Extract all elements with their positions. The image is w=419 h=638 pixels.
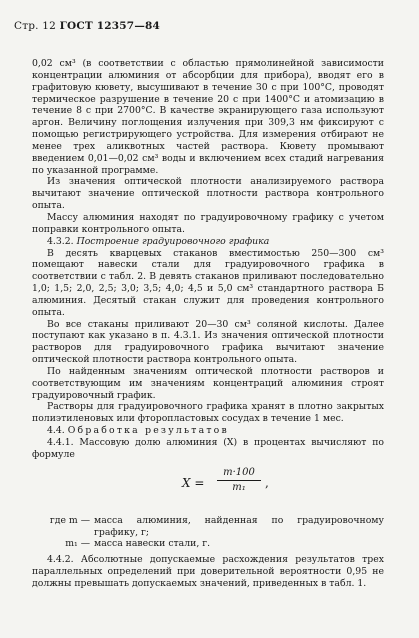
formula-comma: , bbox=[265, 475, 269, 490]
paragraph-tolerance: 4.4.2. Абсолютные допускаемые расхождения результатов трех параллельных определений при доверительной вероятности 0,95 не должны превышать допускаемых значений, приведенных в табл. 1. bbox=[32, 554, 384, 589]
formula-numerator: m·100 bbox=[217, 467, 261, 481]
section-title: Построение градуировочного графика bbox=[76, 235, 270, 247]
legend-row bbox=[32, 538, 384, 550]
section-title: Обработка результатов bbox=[67, 425, 229, 437]
paragraph-formula-intro: 4.4.1. Массовую долю алюминия (X) в процентах вычисляют по формуле bbox=[32, 437, 384, 460]
legend-desc: масса алюминия, найденная по градуировочному графику, г; bbox=[94, 514, 384, 538]
formula-legend bbox=[32, 515, 384, 551]
legend-symbol: где m — bbox=[49, 514, 90, 526]
paragraph-calibration-prep: В десять кварцевых стаканов вместимостью 250—300 см³ помещают навески стали для градуировочного графика в соответствии с табл. 2. В девять стаканов приливают последовательно 1,0; 1,5; 2,0, 2,5; 3,0; 3,5; 4,0; 4,5 и 5,0 см³ стандартного раствора Б алюминия. Десятый стакан служит для проведения контрольного опыта. bbox=[32, 247, 384, 318]
paragraph-find-mass: Массу алюминия находят по градуировочному графику с учетом поправки контрольного опыта. bbox=[32, 211, 384, 235]
paragraph-measurement: 0,02 см³ (в соответствии с областью прямолинейной зависимости концентрации алюминия от абсорбции для прибора), вводят его в графитовую кювету, высушивают в течение 30 с при 100°С, проводят термическое разрушение в течение 20 с при 1400°С и атомизацию в течение 8 с при 2700°С. В качестве экранирующего газа используют аргон. Величину поглощения излучения при 309,3 нм фиксируют с помощью регистрирующего устройства. Для измерения отбирают не менее трех аликвотных частей раствора. Кювету промывают введением 0,01—0,02 см³ воды и включением всех стадий нагревания по указанной программе. bbox=[32, 58, 384, 176]
legend-desc: масса навески стали, г. bbox=[94, 538, 211, 550]
page-header bbox=[14, 20, 160, 32]
legend-symbol: m₁ — bbox=[65, 538, 90, 550]
section-4-4-heading bbox=[32, 425, 384, 437]
paragraph-build-graph: По найденным значениям оптической плотности растворов и соответствующим им значениям концентраций алюминия строят градуировочный график. bbox=[32, 365, 384, 401]
formula-lhs: X = bbox=[182, 475, 205, 490]
aluminium-formula bbox=[32, 465, 384, 507]
formula-fraction bbox=[217, 467, 261, 494]
section-number: 4.3.2. bbox=[47, 235, 74, 247]
legend-row bbox=[32, 515, 384, 539]
formula-denominator: m₁ bbox=[232, 481, 246, 493]
section-number: 4.4. bbox=[47, 425, 65, 437]
section-4-3-2-heading bbox=[32, 236, 384, 248]
standard-code: ГОСТ 12357—84 bbox=[59, 20, 161, 32]
body-text bbox=[32, 58, 384, 590]
page-label: Стр. 12 bbox=[14, 20, 57, 32]
paragraph-storage: Растворы для градуировочного графика хранят в плотно закрытых полиэтиленовых или фторопластовых сосудах в течение 1 мес. bbox=[32, 401, 384, 425]
paragraph-subtract-blank: Из значения оптической плотности анализируемого раствора вычитают значение оптической плотности раствора контрольного опыта. bbox=[32, 176, 384, 212]
paragraph-hydrochloric-acid: Во все стаканы приливают 20—30 см³ соляной кислоты. Далее поступают как указано в п. 4.3.1. Из значения оптической плотности растворов для градуировочного графика вычитают значение оптической плотности раствора контрольного опыта. bbox=[32, 318, 384, 366]
